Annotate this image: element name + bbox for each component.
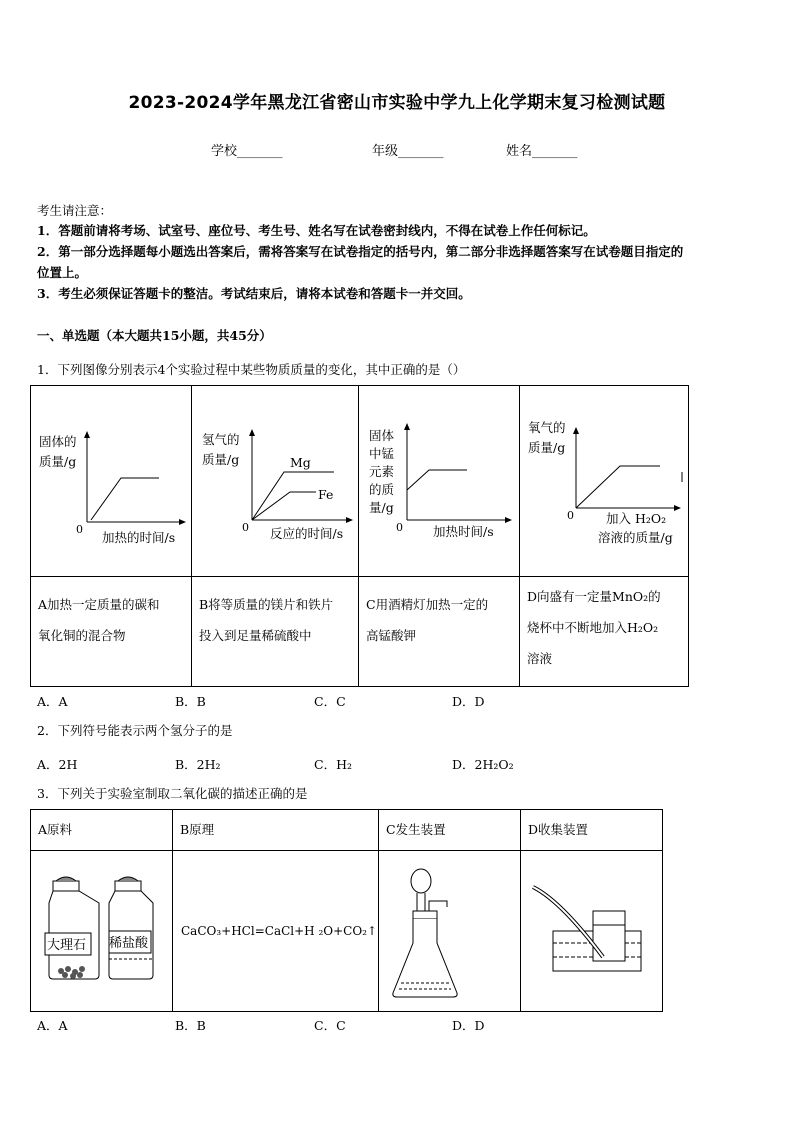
graph-a-ylabel: 质量/g xyxy=(39,454,77,469)
graph-b-origin: 0 xyxy=(242,521,249,534)
graph-d xyxy=(520,386,688,572)
graph-d-xlabel: 加入 H₂O₂ xyxy=(606,511,667,526)
graph-c xyxy=(359,386,519,572)
q3-equation: CaCO₃+HCl=CaCl+H ₂O+CO₂↑ xyxy=(173,851,379,1012)
q3-header-a: A原料 xyxy=(31,810,173,851)
q3-option-c[interactable]: C．C xyxy=(314,1018,346,1033)
notice-item: 2．第一部分选择题每小题选出答案后，需将答案写在试卷指定的括号内，第二部分非选择题答案写在试卷题目指定的 xyxy=(37,244,684,259)
option-a-description: A加热一定质量的碳和 氧化铜的混合物 xyxy=(31,577,192,687)
notice-heading: 考生请注意： xyxy=(37,203,113,218)
graph-a-origin: 0 xyxy=(76,523,83,536)
q2-option-c[interactable]: C．H₂ xyxy=(314,757,352,772)
q2-option-a[interactable]: A．2H xyxy=(37,757,78,772)
graph-d-cell xyxy=(520,386,689,577)
reagent-bottles-illustration xyxy=(31,851,171,1007)
graph-a-cell xyxy=(31,386,192,577)
graph-c-xlabel: 加热时间/s xyxy=(433,524,494,539)
question-1-table xyxy=(30,385,689,687)
question-2-stem: 2．下列符号能表示两个氢分子的是 xyxy=(37,723,233,738)
graph-c-ylabel: 的质 xyxy=(369,482,395,497)
question-3-stem: 3．下列关于实验室制取二氧化碳的描述正确的是 xyxy=(37,786,308,801)
graph-d-ylabel: 质量/g xyxy=(528,440,566,455)
graph-b-cell xyxy=(192,386,359,577)
q1-option-d[interactable]: D．D xyxy=(452,694,485,709)
q3-cell-materials xyxy=(31,851,173,1012)
notice-item: 3．考生必须保证答题卡的整洁。考试结束后，请将本试卷和答题卡一并交回。 xyxy=(37,286,471,301)
generator-apparatus-illustration xyxy=(379,851,519,1007)
graph-b-mg-label: Mg xyxy=(290,455,311,470)
bottle-label-marble: 大理石 xyxy=(47,938,87,953)
option-c-description: C用酒精灯加热一定的 高锰酸钾 xyxy=(359,577,520,687)
bottle-label-acid: 稀盐酸 xyxy=(109,936,149,951)
graph-c-ylabel: 元素 xyxy=(369,464,395,479)
q3-option-d[interactable]: D．D xyxy=(452,1018,485,1033)
q3-option-a[interactable]: A．A xyxy=(37,1018,68,1033)
q3-header-c: C发生装置 xyxy=(379,810,521,851)
graph-c-ylabel: 量/g xyxy=(369,500,394,515)
graph-c-ylabel: 固体 xyxy=(369,428,395,443)
graph-c-origin: 0 xyxy=(396,521,403,534)
q2-option-d[interactable]: D．2H₂O₂ xyxy=(452,757,514,772)
graph-b-ylabel: 质量/g xyxy=(202,452,240,467)
option-b-description: B将等质量的镁片和铁片 投入到足量稀硫酸中 xyxy=(192,577,359,687)
graph-a-xlabel: 加热的时间/s xyxy=(102,530,176,545)
graph-d-xlabel: 溶液的质量/g xyxy=(598,530,673,545)
graph-b-xlabel: 反应的时间/s xyxy=(270,526,344,541)
notice-item: 位置上。 xyxy=(37,265,88,280)
option-d-description: D向盛有一定量MnO₂的 烧杯中不断地加入H₂O₂ 溶液 xyxy=(520,577,689,687)
graph-b xyxy=(192,386,358,572)
graph-b-fe-label: Fe xyxy=(318,487,334,502)
graph-b-ylabel: 氢气的 xyxy=(202,432,240,447)
q3-option-b[interactable]: B．B xyxy=(175,1018,206,1033)
q1-option-c[interactable]: C．C xyxy=(314,694,346,709)
graph-a xyxy=(31,386,191,572)
q2-option-b[interactable]: B．2H₂ xyxy=(175,757,221,772)
school-field[interactable]: 学校_______ xyxy=(211,144,283,159)
graph-d-origin: 0 xyxy=(567,509,574,522)
q3-header-b: B原理 xyxy=(173,810,379,851)
grade-field[interactable]: 年级_______ xyxy=(372,144,444,159)
q3-cell-apparatus xyxy=(379,851,521,1012)
graph-d-ylabel: 氧气的 xyxy=(528,420,566,435)
page-title: 2023-2024学年黑龙江省密山市实验中学九上化学期末复习检测试题 xyxy=(128,93,666,113)
graph-c-cell xyxy=(359,386,520,577)
q1-option-a[interactable]: A．A xyxy=(37,694,68,709)
notice-item: 1．答题前请将考场、试室号、座位号、考生号、姓名写在试卷密封线内，不得在试卷上作任何标记。 xyxy=(37,223,596,238)
section-heading: 一、单选题（本大题共15小题，共45分） xyxy=(37,328,272,343)
name-field[interactable]: 姓名_______ xyxy=(506,144,578,159)
q3-cell-collection xyxy=(521,851,663,1012)
question-3-table xyxy=(30,809,663,1012)
q3-header-d: D收集装置 xyxy=(521,810,663,851)
collection-apparatus-illustration xyxy=(521,851,661,1007)
question-1-stem: 1．下列图像分别表示4个实验过程中某些物质质量的变化，其中正确的是（） xyxy=(37,362,466,377)
graph-a-ylabel: 固体的 xyxy=(39,434,77,449)
graph-c-ylabel: 中锰 xyxy=(369,446,395,461)
q1-option-b[interactable]: B．B xyxy=(175,694,206,709)
